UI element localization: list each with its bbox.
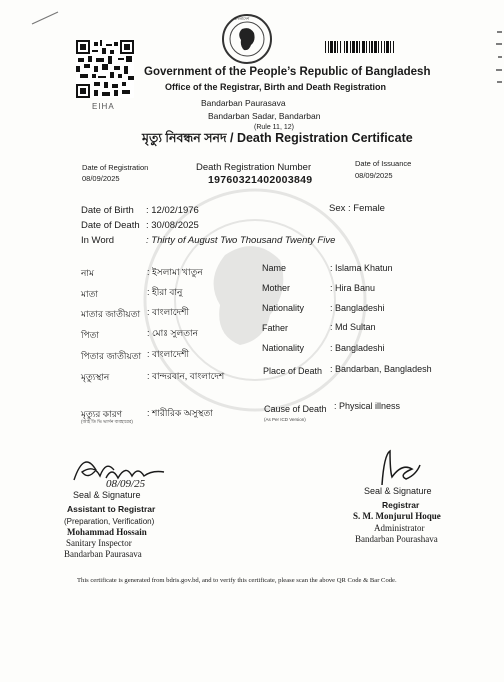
bn-label: পিতা bbox=[81, 330, 100, 340]
cause-en-note: (As Per ICD Version) bbox=[264, 417, 306, 422]
certificate-title: মৃত্যু নিবন্ধন সনদ / Death Registration Certificate bbox=[142, 131, 413, 145]
en-label: Nationality bbox=[262, 343, 305, 353]
sadar-heading: Bandarban Sadar, Bandarban bbox=[208, 111, 321, 121]
bn-label: নাম bbox=[81, 268, 94, 278]
registration-number-label: Death Registration Number bbox=[196, 162, 312, 173]
right-signatory-designation: Administrator bbox=[374, 523, 425, 533]
left-signatory-name: Mohammad Hossain bbox=[67, 527, 147, 537]
registration-date-label: Date of Registration bbox=[82, 163, 149, 172]
paurasava-heading: Bandarban Paurasava bbox=[201, 98, 286, 108]
bn-label: পিতার জাতীয়তা bbox=[81, 351, 142, 361]
bn-label: মৃত্যুর কারণ bbox=[81, 409, 123, 419]
pen-mark-icon bbox=[30, 10, 60, 26]
left-role: Assistant to Registrar bbox=[67, 504, 156, 514]
in-word-label: In Word bbox=[81, 235, 115, 246]
sex-value: Sex : Female bbox=[329, 203, 385, 214]
bn-value: : মোঃ সুলতান bbox=[147, 328, 198, 338]
barcode-icon[interactable] bbox=[325, 41, 435, 53]
en-label: Nationality bbox=[262, 303, 305, 313]
right-signatory-name: S. M. Monjurul Hoque bbox=[353, 511, 441, 521]
right-role: Registrar bbox=[382, 500, 420, 510]
en-label: Cause of Death bbox=[264, 404, 327, 414]
bn-value: : শারীরিক অসুস্থতা bbox=[147, 408, 213, 418]
bn-label: মাতা bbox=[81, 289, 98, 299]
rule-reference: (Rule 11, 12) bbox=[254, 124, 294, 131]
en-label: Mother bbox=[262, 283, 291, 293]
en-value: : Md Sultan bbox=[330, 322, 376, 332]
office-heading: Office of the Registrar, Birth and Death Registration bbox=[165, 82, 387, 92]
qr-code-icon[interactable] bbox=[76, 40, 134, 98]
en-label: Place of Death bbox=[263, 366, 323, 376]
en-value: : Islama Khatun bbox=[330, 263, 393, 273]
issuance-date-value: 08/09/2025 bbox=[355, 171, 393, 180]
left-seal-label: Seal & Signature bbox=[73, 490, 141, 500]
bn-value: : ইসলামা খাতুন bbox=[147, 267, 203, 277]
left-signatory-office: Bandarban Paurasava bbox=[64, 549, 142, 559]
bn-value: : হীরা বানু bbox=[147, 287, 183, 297]
bn-label: মৃত্যুস্থান bbox=[81, 372, 110, 382]
bn-value: : বাংলাদেশী bbox=[147, 307, 190, 317]
right-seal-label: Seal & Signature bbox=[364, 486, 432, 496]
en-label: Father bbox=[262, 323, 289, 333]
issuance-date-label: Date of Issuance bbox=[355, 159, 412, 168]
en-value: : Hira Banu bbox=[330, 283, 376, 293]
dod-label: Date of Death bbox=[81, 220, 140, 231]
government-heading: Government of the People’s Republic of Bangladesh bbox=[144, 66, 431, 78]
en-label: Name bbox=[262, 263, 287, 273]
right-signatory-office: Bandarban Pourashava bbox=[355, 534, 438, 544]
qr-caption: EIHA bbox=[92, 102, 115, 111]
left-role-detail: (Preparation, Verification) bbox=[64, 517, 155, 526]
edge-marks-icon bbox=[494, 30, 504, 90]
dob-value: : 12/02/1976 bbox=[146, 205, 199, 216]
cause-bn-note: (আই ডি ভি ভার্সন ব্যবহারের) bbox=[81, 419, 133, 424]
bn-value: : বাংলাদেশী bbox=[147, 349, 190, 359]
dob-label: Date of Birth bbox=[81, 205, 134, 216]
en-value: : Physical illness bbox=[334, 401, 401, 411]
registration-date-value: 08/09/2025 bbox=[82, 174, 120, 183]
bn-value: : বান্দরবান, বাংলাদেশ bbox=[147, 371, 225, 381]
en-value: : Bangladeshi bbox=[330, 343, 385, 353]
bn-label: মাতার জাতীয়তা bbox=[81, 309, 141, 319]
left-signatory-designation: Sanitary Inspector bbox=[66, 538, 132, 548]
seal-text: বাংলাদেশ bbox=[234, 16, 250, 21]
registration-number-value: 19760321402003849 bbox=[208, 174, 313, 186]
dod-value: : 30/08/2025 bbox=[146, 220, 199, 231]
en-value: : Bangladeshi bbox=[330, 303, 385, 313]
en-value: : Bandarban, Bangladesh bbox=[330, 364, 432, 374]
in-word-value: : Thirty of August Two Thousand Twenty Five bbox=[146, 235, 336, 246]
verification-note: This certificate is generated from bdris.gov.bd, and to verify this certificate, please scan the above QR Code & Bar Code. bbox=[77, 577, 397, 584]
left-signature-date: 08/09/25 bbox=[106, 478, 146, 490]
right-signature-icon bbox=[372, 445, 422, 489]
